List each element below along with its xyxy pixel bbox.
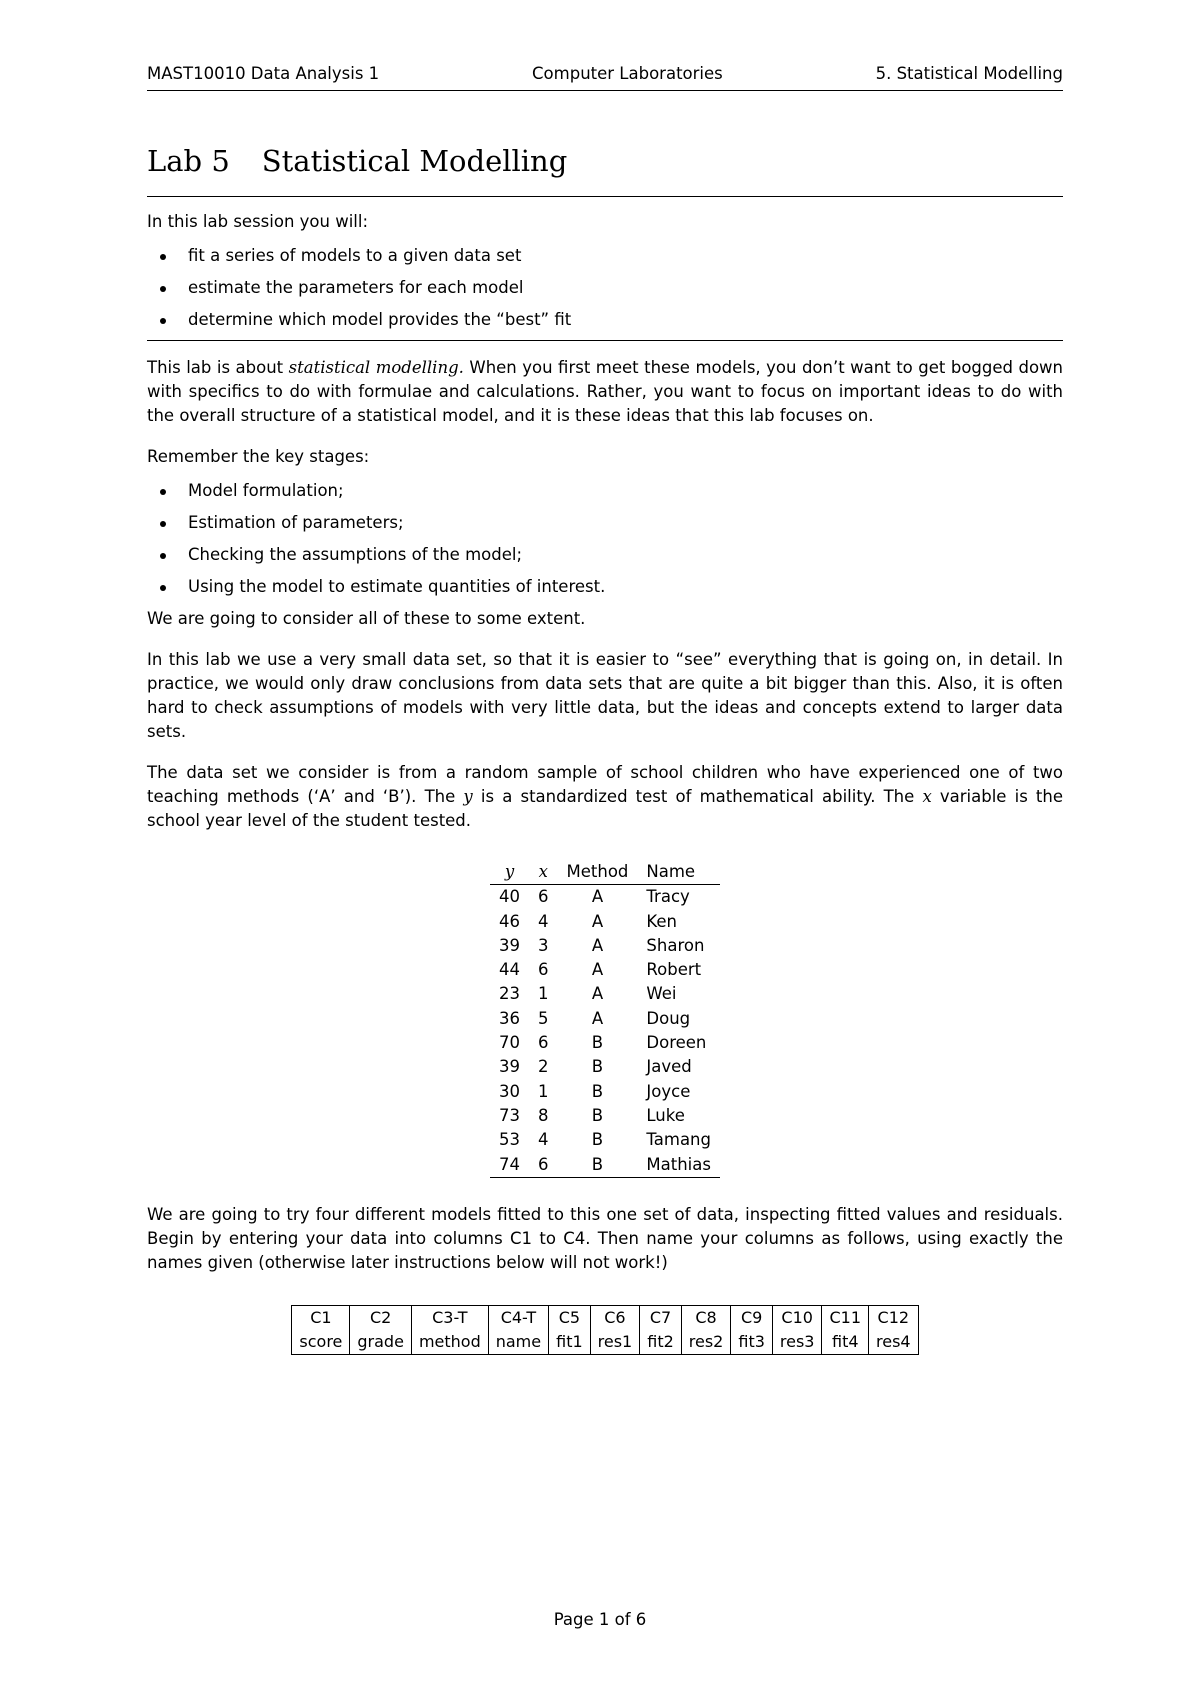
paragraph-data-set [147,761,1063,833]
data-text-b: is a standardized test of mathematical ability. The [472,787,923,806]
cell-y: 40 [499,887,521,907]
cell-method: A [591,960,604,980]
column-names-table [291,1305,918,1355]
header-section: Computer Laboratories [532,64,723,83]
cell-x: 8 [538,1105,549,1125]
column-id-cell: C3-T [411,1305,488,1330]
table-row [490,934,720,958]
cell-method: A [591,911,604,931]
cell-y: 44 [499,960,521,980]
cell-x: 4 [538,1130,549,1150]
stages-list [147,479,1063,599]
data-table [490,860,720,1178]
para1-text-b: When you first meet these models, you don’t want to get bogged down with specifics to do with formulae and calculations. Rather, you want to focus on important ideas to do with the overall structure of a statistical model, and it is these ideas that this lab focuses on. [147,358,1063,425]
cell-y: 36 [499,1008,521,1028]
cell-y: 73 [499,1105,521,1125]
table-row [490,958,720,982]
column-id-cell: C7 [640,1305,682,1330]
cell-x: 1 [538,1081,549,1101]
column-id-cell: C11 [822,1305,869,1330]
cell-y: 53 [499,1130,521,1150]
cell-x: 5 [538,1008,549,1028]
column-name-cell: score [292,1330,350,1355]
cell-name: Luke [646,1105,685,1125]
cell-x: 6 [538,960,549,980]
cell-method: A [591,984,604,1004]
paragraph-small-data: In this lab we use a very small data set, so that it is easier to “see” everything that is going on, in detail. In practice, we would only draw conclusions from data sets that are quite a bit bigger than this. Also, it is often hard to check assumptions of models with very little data, but the ideas and concepts extend to larger data sets. [147,650,1063,741]
cell-name: Mathias [637,1153,720,1178]
column-id-cell: C10 [772,1305,822,1330]
header-course: MAST10010 Data Analysis 1 [147,64,380,83]
paragraph-four-models: We are going to try four different models fitted to this one set of data, inspecting fitted values and residuals. Begin by entering your data into columns C1 to C4. Then name your columns as follows, using exactly the names given (otherwise later instructions below will not work!) [147,1204,1063,1272]
cell-y: 39 [499,1057,521,1077]
page-footer: Page 1 of 6 [553,1610,647,1629]
cell-name: Robert [646,960,702,980]
column-id-cell: C4-T [488,1305,548,1330]
cell-x: 6 [538,1033,549,1053]
title-rule [147,196,1063,197]
column-id-cell: C2 [350,1305,412,1330]
cell-method: B [591,1105,604,1125]
column-name-cell: grade [350,1330,412,1355]
col-header-x: x [529,860,558,885]
var-y: y [463,787,473,806]
para1-text-a: This lab is about [147,358,289,377]
cell-y: 30 [499,1081,521,1101]
paragraph-statistical-modelling [147,356,1063,428]
cell-x: 6 [538,887,549,907]
cell-method: A [591,935,604,955]
cell-method: A [591,1008,604,1028]
page-title [147,141,1063,181]
table-row [490,982,720,1006]
table-row [490,910,720,934]
column-id-cell: C6 [590,1305,640,1330]
cell-y: 46 [499,911,521,931]
table-row [490,1153,720,1178]
lab-title: Statistical Modelling [261,144,568,178]
var-x: x [922,787,932,806]
column-name-cell: method [411,1330,488,1355]
cell-method: B [591,1057,604,1077]
table-row [490,1031,720,1055]
column-name-cell: res1 [590,1330,640,1355]
cell-x: 1 [538,984,549,1004]
column-name-cell: fit2 [640,1330,682,1355]
objectives-rule [147,340,1063,341]
cell-name: Tracy [646,887,690,907]
cell-name: Tamang [646,1130,711,1150]
column-id-cell: C12 [869,1305,919,1330]
page [147,62,1063,1355]
objectives-list [147,244,1063,332]
list-item: Model formulation; [147,479,1063,503]
column-id-cell: C9 [731,1305,773,1330]
column-name-cell: res3 [772,1330,822,1355]
cell-y: 70 [499,1033,521,1053]
intro-text: In this lab session you will: [147,212,369,231]
column-id-cell: C5 [549,1305,591,1330]
list-item: Using the model to estimate quantities of interest. [147,575,1063,599]
column-id-row [292,1305,918,1330]
cell-name: Joyce [646,1081,691,1101]
cell-y: 74 [490,1153,529,1178]
column-name-row [292,1330,918,1355]
para1-emphasis: statistical modelling. [288,358,464,377]
lab-number: Lab 5 [147,144,230,178]
col-header-method: Method [558,860,638,885]
list-item: estimate the parameters for each model [147,276,1063,300]
running-header [147,62,1063,91]
column-name-cell: fit3 [731,1330,773,1355]
table-row [490,1104,720,1128]
cell-name: Wei [646,984,677,1004]
col-header-y: y [490,860,529,885]
cell-method: B [591,1033,604,1053]
cell-name: Javed [646,1057,692,1077]
cell-x: 3 [538,935,549,955]
table-row [490,1128,720,1152]
table-row [490,885,720,910]
column-id-cell: C8 [681,1305,731,1330]
cell-name: Ken [646,911,678,931]
cell-name: Doug [646,1008,691,1028]
data-text-a: The data set we consider is from a random sample of school children who have experienced one of two teaching methods (‘A’ and ‘B’). The [147,763,1063,806]
list-item: fit a series of models to a given data set [147,244,1063,268]
cell-x: 6 [529,1153,558,1178]
cell-name: Sharon [646,935,705,955]
column-name-cell: res2 [681,1330,731,1355]
cell-y: 23 [499,984,521,1004]
column-name-cell: fit4 [822,1330,869,1355]
paragraph-consider: We are going to consider all of these to some extent. [147,609,586,628]
table-row [490,1055,720,1079]
cell-x: 4 [538,911,549,931]
header-chapter: 5. Statistical Modelling [875,64,1063,83]
column-name-cell: name [488,1330,548,1355]
list-item: Checking the assumptions of the model; [147,543,1063,567]
column-name-cell: fit1 [549,1330,591,1355]
cell-y: 39 [499,935,521,955]
data-text-c: variable is the school year level of the student tested. [147,787,1064,830]
table-row [490,1080,720,1104]
cell-method: B [558,1153,638,1178]
col-header-name: Name [637,860,720,885]
cell-method: B [591,1081,604,1101]
column-id-cell: C1 [292,1305,350,1330]
cell-method: B [591,1130,604,1150]
column-name-cell: res4 [869,1330,919,1355]
cell-x: 2 [538,1057,549,1077]
cell-method: A [591,887,604,907]
table-header-row [490,860,720,885]
table-row [490,1007,720,1031]
remember-text: Remember the key stages: [147,447,370,466]
list-item: determine which model provides the “best” fit [147,308,1063,332]
list-item: Estimation of parameters; [147,511,1063,535]
cell-name: Doreen [646,1033,707,1053]
